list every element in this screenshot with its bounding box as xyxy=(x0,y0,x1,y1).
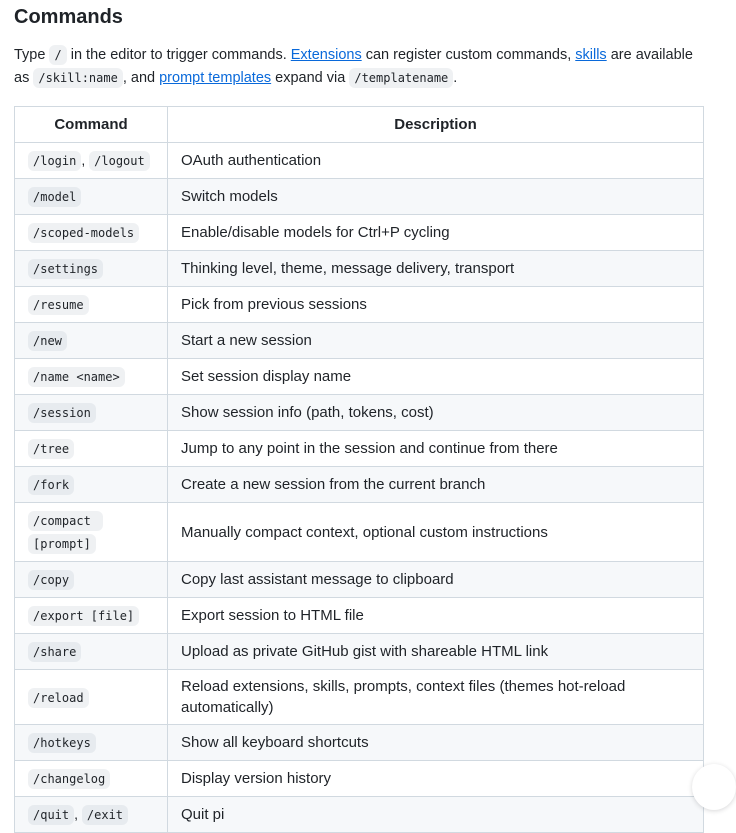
extensions-link[interactable]: Extensions xyxy=(290,47,362,63)
page-title: Commands xyxy=(14,6,123,28)
description-cell: Switch models xyxy=(168,179,704,215)
table-row xyxy=(15,761,704,797)
description-cell: Enable/disable models for Ctrl+P cycling xyxy=(168,215,704,251)
intro-text: are available as xyxy=(14,47,693,86)
intro-text: in the editor to trigger commands. xyxy=(66,47,291,63)
description-cell: Show all keyboard shortcuts xyxy=(168,725,704,761)
table-row xyxy=(15,725,704,761)
command-cell xyxy=(15,215,168,251)
description-cell: Reload extensions, skills, prompts, context files (themes hot-reload automatically) xyxy=(168,670,704,725)
inline-code: /skill:name xyxy=(33,68,122,88)
command-code: /resume xyxy=(28,295,89,315)
commands-table xyxy=(14,106,704,833)
command-code: /name <name> xyxy=(28,367,125,387)
table-row xyxy=(15,797,704,833)
command-code: /model xyxy=(28,187,81,207)
description-cell: Display version history xyxy=(168,761,704,797)
command-code: /changelog xyxy=(28,769,110,789)
command-cell xyxy=(15,598,168,634)
table-row xyxy=(15,562,704,598)
table-row xyxy=(15,251,704,287)
command-cell xyxy=(15,179,168,215)
command-separator: , xyxy=(74,806,82,822)
command-code: /scoped-models xyxy=(28,223,139,243)
table-row xyxy=(15,395,704,431)
description-cell: Create a new session from the current branch xyxy=(168,467,704,503)
command-cell xyxy=(15,287,168,323)
table-row xyxy=(15,323,704,359)
command-code: /export [file] xyxy=(28,606,139,626)
description-cell: Pick from previous sessions xyxy=(168,287,704,323)
command-cell xyxy=(15,797,168,833)
inline-code: /templatename xyxy=(349,68,453,88)
command-code: /settings xyxy=(28,259,103,279)
command-code: /logout xyxy=(89,151,150,171)
table-row xyxy=(15,431,704,467)
command-cell xyxy=(15,634,168,670)
command-code: /fork xyxy=(28,475,74,495)
command-separator: , xyxy=(81,152,90,168)
command-cell xyxy=(15,251,168,287)
command-cell xyxy=(15,725,168,761)
table-row xyxy=(15,503,704,562)
command-cell xyxy=(15,431,168,467)
description-cell: Set session display name xyxy=(168,359,704,395)
description-cell: Quit pi xyxy=(168,797,704,833)
intro-text: expand via xyxy=(271,70,350,86)
command-cell xyxy=(15,670,168,725)
table-row xyxy=(15,634,704,670)
commands-table-header xyxy=(15,107,704,143)
command-code: /copy xyxy=(28,570,74,590)
command-cell xyxy=(15,323,168,359)
description-cell: Start a new session xyxy=(168,323,704,359)
intro-text: Type xyxy=(14,47,50,63)
command-code: /session xyxy=(28,403,96,423)
command-code: /exit xyxy=(82,805,128,825)
command-code: /share xyxy=(28,642,81,662)
command-code: /new xyxy=(28,331,67,351)
description-cell: Thinking level, theme, message delivery, transport xyxy=(168,251,704,287)
command-cell xyxy=(15,467,168,503)
commands-table-body xyxy=(15,143,704,833)
command-cell xyxy=(15,143,168,179)
command-cell xyxy=(15,562,168,598)
header-row xyxy=(15,107,704,143)
table-row xyxy=(15,179,704,215)
command-cell xyxy=(15,395,168,431)
description-cell: Export session to HTML file xyxy=(168,598,704,634)
description-cell: Show session info (path, tokens, cost) xyxy=(168,395,704,431)
table-row xyxy=(15,598,704,634)
command-code: /tree xyxy=(28,439,74,459)
description-cell: Upload as private GitHub gist with shareable HTML link xyxy=(168,634,704,670)
command-code: /login xyxy=(28,151,81,171)
intro-paragraph xyxy=(14,44,703,90)
table-row xyxy=(15,467,704,503)
command-cell xyxy=(15,359,168,395)
command-code: /quit xyxy=(28,805,74,825)
description-cell: Manually compact context, optional custom instructions xyxy=(168,503,704,562)
table-row xyxy=(15,287,704,323)
floating-widget-button[interactable] xyxy=(692,764,736,810)
column-header-description: Description xyxy=(168,107,704,143)
table-row xyxy=(15,670,704,725)
command-code: /reload xyxy=(28,688,89,708)
command-cell xyxy=(15,503,168,562)
description-cell: OAuth authentication xyxy=(168,143,704,179)
prompt-templates-link[interactable]: prompt templates xyxy=(159,70,272,86)
command-code: /hotkeys xyxy=(28,733,96,753)
intro-text: can register custom commands, xyxy=(361,47,576,63)
table-row xyxy=(15,143,704,179)
description-cell: Jump to any point in the session and continue from there xyxy=(168,431,704,467)
column-header-command: Command xyxy=(15,107,168,143)
table-row xyxy=(15,359,704,395)
description-cell: Copy last assistant message to clipboard xyxy=(168,562,704,598)
skills-link[interactable]: skills xyxy=(575,47,607,63)
intro-text: . xyxy=(453,70,458,86)
command-code: /compact [prompt] xyxy=(28,511,103,554)
inline-code: / xyxy=(49,45,66,65)
intro-text: , and xyxy=(122,70,160,86)
command-cell xyxy=(15,761,168,797)
table-row xyxy=(15,215,704,251)
